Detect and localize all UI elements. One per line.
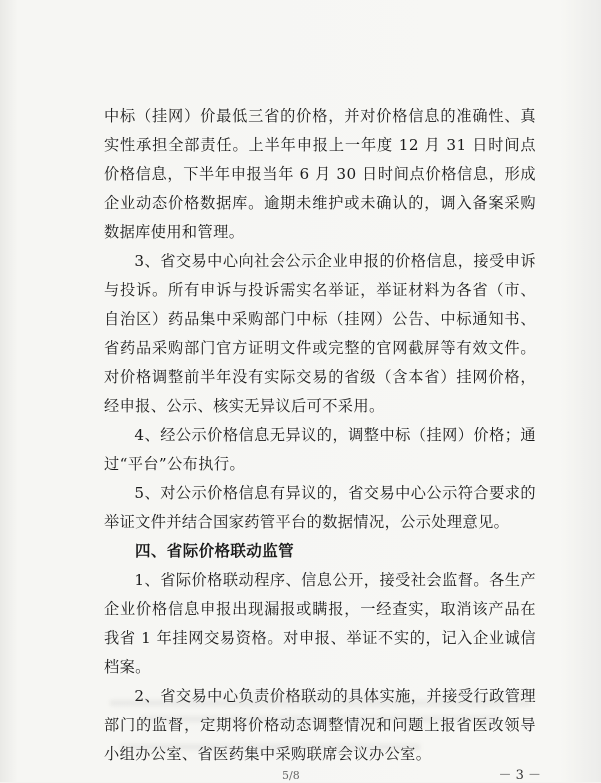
- paragraph-continuation: 中标（挂网）价最低三省的价格，并对价格信息的准确性、真实性承担全部责任。上半年申报上一年度 12 月 31 日时间点价格信息，下半年申报当年 6 月 30 日时间点价格信息，形成企业动态价格数据库。逾期未维护或未确认的，调入备案采购数据库使用和管理。: [104, 107, 536, 241]
- bleed-through-shadow: [140, 716, 500, 722]
- pdf-page-counter: 5/8: [282, 769, 300, 782]
- paragraph-section4-item-2: 2、省交易中心负责价格联动的具体实施，并接受行政管理部门的监督，定期将价格动态调整情况和问题上报省医改领导小组办公室、省医药集中采购联席会议办公室。: [104, 687, 536, 763]
- page-number: － 3 －: [498, 768, 541, 783]
- paragraph-section4-item-1: 1、省际价格联动程序、信息公开，接受社会监督。各生产企业价格信息申报出现漏报或瞒报，一经查实，取消该产品在我省 1 年挂网交易资格。对申报、举证不实的，记入企业诚信档案。: [104, 571, 536, 676]
- paragraph-item-3: 3、省交易中心向社会公示企业申报的价格信息，接受申诉与投诉。所有申诉与投诉需实名举证，举证材料为各省（市、自治区）药品集中采购部门中标（挂网）公告、中标通知书、省药品采购部门官方证明文件或完整的官网截屏等有效文件。对价格调整前半年没有实际交易的省级（含本省）挂网价格，经申报、公示、核实无异议后可不采用。: [104, 252, 536, 415]
- section-heading: 四、省际价格联动监管: [135, 542, 295, 560]
- paragraph-item-4: 4、经公示价格信息无异议的，调整中标（挂网）价格；通过“平台”公布执行。: [104, 426, 536, 473]
- paragraph-item-5: 5、对公示价格信息有异议的，省交易中心公示符合要求的举证文件并结合国家药管平台的数据情况，公示处理意见。: [104, 484, 536, 531]
- bleed-through-shadow: [110, 700, 530, 706]
- document-body: [104, 102, 536, 769]
- bleed-through-shadow: [120, 744, 420, 750]
